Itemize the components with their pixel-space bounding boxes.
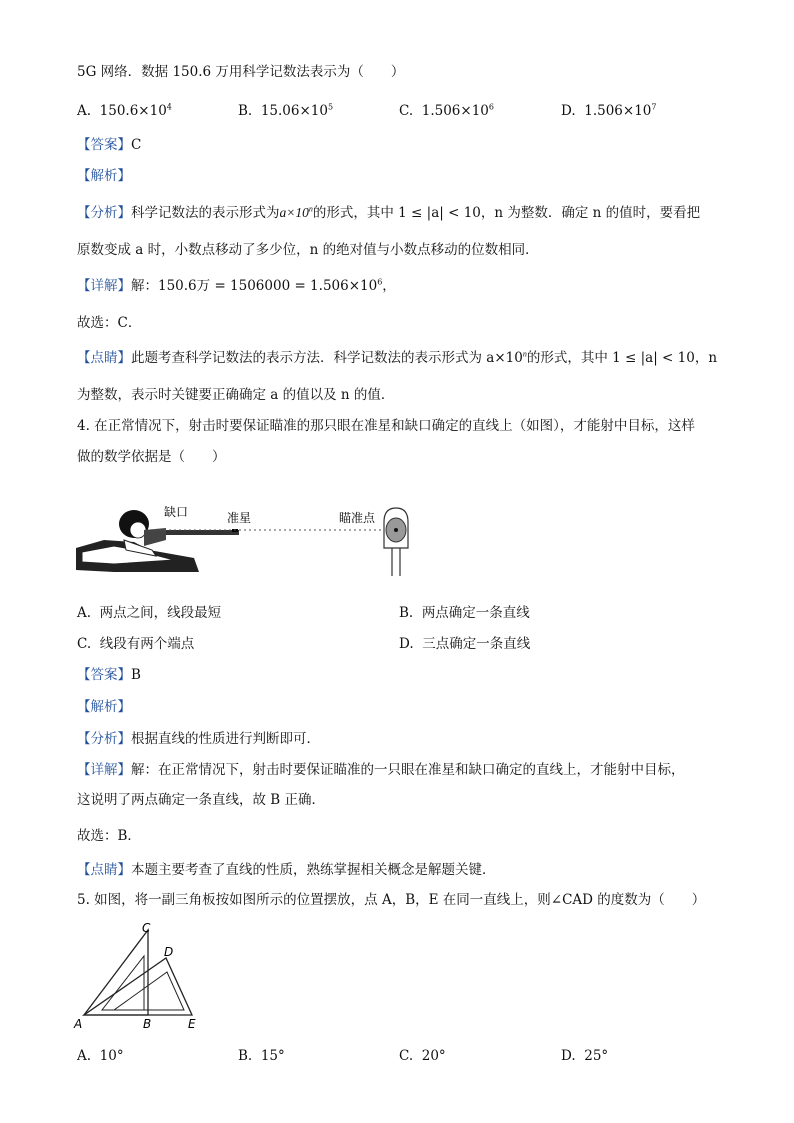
q3-option-c <box>399 101 494 121</box>
option-base: 1.506×10 <box>421 103 489 119</box>
fenxi-formula-exp: n <box>308 204 313 214</box>
fenxi-formula: a×10 <box>279 205 309 220</box>
q3-choose: 故选：C． <box>77 315 142 331</box>
q4-option-d <box>399 634 530 654</box>
dianjing-tag: 【点睛】 <box>77 350 131 366</box>
q3-answer <box>77 135 141 155</box>
detail-tag: 【详解】 <box>77 762 131 778</box>
q5-option-a <box>77 1046 124 1066</box>
q4-stem-line2: 做的数学依据是（ ） <box>77 449 226 465</box>
dianjing-text: 此题考查科学记数法的表示方法．科学记数法的表示形式为 a×10 <box>131 350 523 366</box>
option-text: 两点之间，线段最短 <box>99 605 222 621</box>
dianjing-exp: n <box>522 349 527 359</box>
detail-text: 解：150.6万 = 1506000 = 1.506×10 <box>131 278 378 294</box>
option-label: A. <box>77 605 92 621</box>
label-d: D <box>164 945 174 959</box>
q4-option-a <box>77 603 221 623</box>
q3-stem: 5G 网络．数据 150.6 万用科学记数法表示为（ ） <box>77 64 405 80</box>
label-sight: 准星 <box>227 511 252 525</box>
option-text: 20° <box>421 1048 446 1064</box>
label-e: E <box>188 1017 196 1031</box>
q4-choose: 故选：B． <box>77 828 141 844</box>
label-b: B <box>143 1017 152 1031</box>
option-label: A. <box>77 103 92 119</box>
q4-fenxi <box>77 729 320 749</box>
option-label: D. <box>561 1048 576 1064</box>
q5-stem: 5. 如图，将一副三角板按如图所示的位置摆放，点 A，B，E 在同一直线上，则∠CAD 的度数为（ ） <box>77 892 706 908</box>
answer-value: C <box>131 137 142 153</box>
option-base: 150.6×10 <box>99 103 167 119</box>
option-label: B. <box>238 103 253 119</box>
q3-fenxi-line2: 原数变成 a 时，小数点移动了多少位，n 的绝对值与小数点移动的位数相同． <box>77 242 539 258</box>
detail-exp: 6 <box>377 277 383 287</box>
option-text: 两点确定一条直线 <box>421 605 530 621</box>
detail-end: ， <box>382 278 396 294</box>
q4-option-c <box>77 634 194 654</box>
option-exp: 7 <box>651 102 657 112</box>
label-aim: 瞄准点 <box>339 511 376 525</box>
answer-tag: 【答案】 <box>77 667 131 683</box>
q5-option-b <box>238 1046 285 1066</box>
q5-option-d <box>561 1046 608 1066</box>
q4-answer <box>77 665 141 685</box>
q3-option-a <box>77 101 172 121</box>
option-label: B. <box>399 605 414 621</box>
q3-detail <box>77 276 396 296</box>
q4-dianjing <box>77 860 496 880</box>
option-text: 10° <box>99 1048 124 1064</box>
option-text: 25° <box>584 1048 609 1064</box>
q3-option-b <box>238 101 333 121</box>
option-label: B. <box>238 1048 253 1064</box>
label-c: C <box>142 921 151 935</box>
q3-fenxi-line1 <box>77 203 700 223</box>
option-label: C. <box>399 1048 414 1064</box>
q4-detail-line1 <box>77 760 685 780</box>
fenxi-text-cont: 的形式，其中 1 ≤ |a| < 10，n 为整数．确定 n 的值时，要看把 <box>312 205 701 221</box>
fenxi-text: 科学记数法的表示形式为 <box>131 205 280 221</box>
answer-value: B <box>131 667 141 683</box>
option-exp: 6 <box>488 102 494 112</box>
q3-dianjing-line2: 为整数，表示时关键要正确确定 a 的值以及 n 的值． <box>77 387 395 403</box>
option-text: 15° <box>260 1048 285 1064</box>
q5-triangle-figure <box>72 920 212 1035</box>
label-a: A <box>74 1017 83 1031</box>
option-base: 1.506×10 <box>584 103 652 119</box>
q3-analysis-tag: 【解析】 <box>77 168 131 184</box>
label-notch: 缺口 <box>164 505 189 519</box>
option-label: D. <box>399 636 414 652</box>
fenxi-tag: 【分析】 <box>77 731 131 747</box>
fenxi-tag: 【分析】 <box>77 205 131 221</box>
option-label: C. <box>77 636 92 652</box>
option-text: 线段有两个端点 <box>99 636 195 652</box>
detail-text: 解：在正常情况下，射击时要保证瞄准的一只眼在准星和缺口确定的直线上，才能射中目标， <box>131 762 685 778</box>
q4-analysis-tag: 【解析】 <box>77 699 131 715</box>
dianjing-tag: 【点睛】 <box>77 862 131 878</box>
q4-stem-line1: 4. 在正常情况下，射击时要保证瞄准的那只眼在准星和缺口确定的直线上（如图），才能射中目标，这样 <box>77 418 695 434</box>
dianjing-text-cont: 的形式，其中 1 ≤ |a| < 10，n <box>526 350 718 366</box>
q4-option-b <box>399 603 530 623</box>
q5-option-c <box>399 1046 446 1066</box>
q4-detail-line2: 这说明了两点确定一条直线，故 B 正确． <box>77 792 326 808</box>
q3-option-d <box>561 101 656 121</box>
answer-tag: 【答案】 <box>77 137 131 153</box>
q4-shooting-figure <box>74 500 434 580</box>
option-label: A. <box>77 1048 92 1064</box>
option-text: 三点确定一条直线 <box>422 636 531 652</box>
option-exp: 5 <box>327 102 334 112</box>
option-label: C. <box>399 103 414 119</box>
detail-tag: 【详解】 <box>77 278 131 294</box>
q3-dianjing-line1 <box>77 348 717 368</box>
option-exp: 4 <box>166 102 172 112</box>
option-base: 15.06×10 <box>260 103 328 119</box>
option-label: D. <box>561 103 576 119</box>
fenxi-text: 根据直线的性质进行判断即可． <box>131 731 320 747</box>
dianjing-text: 本题主要考查了直线的性质，熟练掌握相关概念是解题关键． <box>131 862 496 878</box>
